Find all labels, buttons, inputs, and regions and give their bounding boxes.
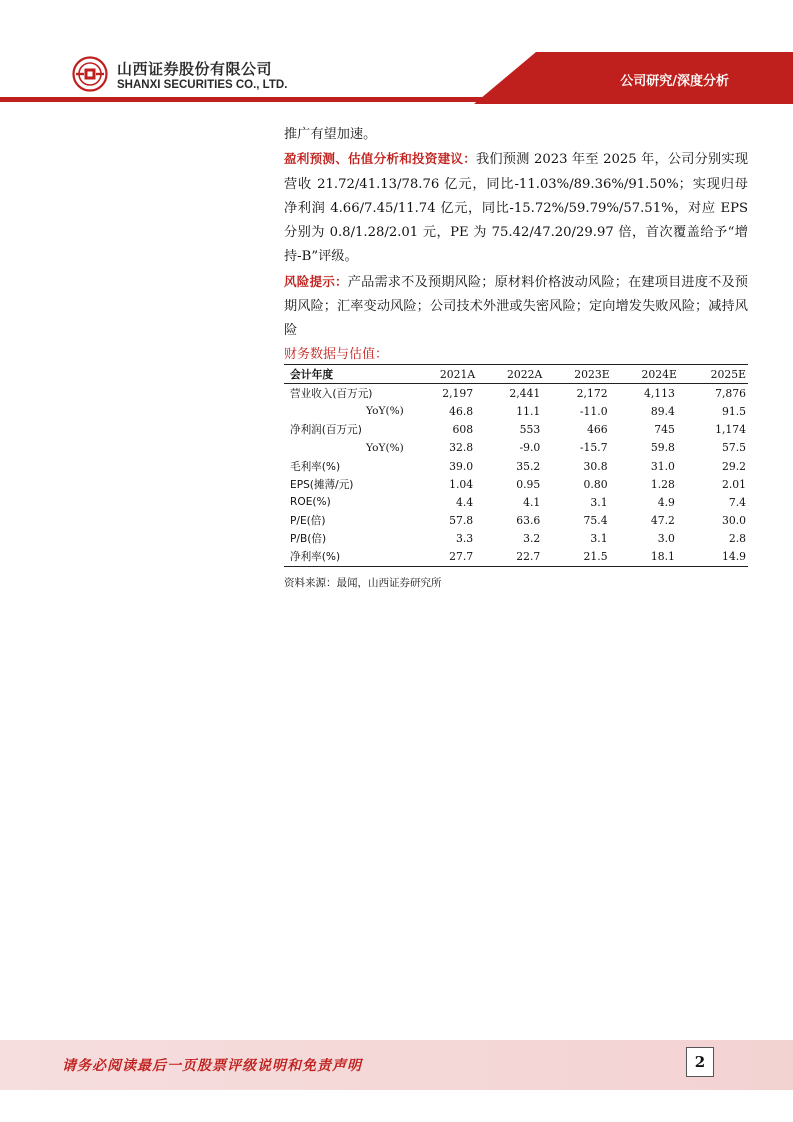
table-row bbox=[284, 475, 748, 493]
row-label: 净利率(%) bbox=[284, 548, 408, 567]
table-cell: 3.3 bbox=[455, 532, 474, 546]
table-cell: 39.0 bbox=[449, 459, 474, 473]
paragraph-1: 推广有望加速。 bbox=[284, 127, 377, 142]
page-number: 2 bbox=[686, 1047, 714, 1077]
row-label: 营业收入(百万元) bbox=[290, 387, 373, 400]
table-cell: 30.8 bbox=[583, 459, 608, 473]
row-label: EPS(摊薄/元) bbox=[290, 478, 354, 491]
company-logo-icon bbox=[72, 56, 108, 92]
table-row bbox=[284, 512, 748, 530]
table-cell: 7,876 bbox=[715, 386, 746, 400]
table-cell: 553 bbox=[519, 423, 541, 437]
row-label: P/E(倍) bbox=[290, 515, 326, 528]
report-body bbox=[284, 123, 748, 344]
year-header: 2025E bbox=[677, 365, 748, 384]
row-label: 净利润(百万元) bbox=[290, 424, 362, 437]
table-cell: 22.7 bbox=[475, 548, 542, 567]
table-cell: 18.1 bbox=[610, 548, 677, 567]
table-cell: 2,197 bbox=[442, 386, 474, 400]
table-cell: 1.28 bbox=[650, 477, 675, 491]
table-cell: 30.0 bbox=[721, 514, 746, 528]
table-row bbox=[284, 457, 748, 475]
table-cell: 4,113 bbox=[643, 386, 675, 400]
row-label: ROE(%) bbox=[290, 496, 331, 509]
company-name-cn: 山西证券股份有限公司 bbox=[117, 60, 273, 78]
disclaimer-text: 请务必阅读最后一页股票评级说明和免责声明 bbox=[62, 1058, 362, 1074]
table-cell: 2,441 bbox=[509, 386, 541, 400]
table-cell: 2,172 bbox=[576, 386, 608, 400]
table-row bbox=[284, 530, 748, 548]
table-cell: 75.4 bbox=[583, 514, 608, 528]
table-cell: 1,174 bbox=[715, 423, 746, 437]
table-row bbox=[284, 493, 748, 511]
table-row bbox=[284, 548, 748, 567]
forecast-heading: 盈利预测、估值分析和投资建议： bbox=[284, 151, 476, 167]
table-cell: 4.1 bbox=[523, 495, 541, 509]
page-footer bbox=[0, 1040, 793, 1090]
table-cell: 0.80 bbox=[583, 477, 608, 491]
row-label: YoY(%) bbox=[366, 405, 404, 418]
paragraph-forecast bbox=[284, 147, 748, 269]
table-cell: 1.04 bbox=[449, 477, 474, 491]
year-header: 2022A bbox=[475, 365, 542, 384]
company-name-en: SHANXI SECURITIES CO., LTD. bbox=[117, 79, 288, 91]
table-cell: 46.8 bbox=[449, 404, 474, 418]
table-row bbox=[284, 439, 748, 457]
year-header: 2021A bbox=[408, 365, 475, 384]
table-cell: 89.4 bbox=[650, 404, 675, 418]
table-row bbox=[284, 421, 748, 439]
table-cell: 745 bbox=[654, 423, 675, 437]
table-cell: 57.8 bbox=[449, 514, 474, 528]
table-source: 资料来源：最闻，山西证券研究所 bbox=[284, 577, 442, 589]
report-type-label: 公司研究/深度分析 bbox=[620, 74, 729, 89]
row-label: 毛利率(%) bbox=[290, 460, 341, 473]
year-header: 2024E bbox=[610, 365, 677, 384]
year-header: 2023E bbox=[542, 365, 609, 384]
table-cell: 11.1 bbox=[516, 404, 541, 418]
table-cell: 29.2 bbox=[721, 459, 746, 473]
row-label: YoY(%) bbox=[366, 441, 404, 454]
table-cell: 608 bbox=[452, 423, 474, 437]
table-row bbox=[284, 402, 748, 420]
page-header bbox=[0, 0, 793, 104]
table-cell: 91.5 bbox=[721, 404, 746, 418]
table-cell: -15.7 bbox=[579, 441, 608, 455]
financial-table bbox=[284, 364, 748, 567]
paragraph-risk bbox=[284, 270, 748, 344]
table-cell: 2.8 bbox=[728, 532, 746, 546]
table-cell: 27.7 bbox=[408, 548, 475, 567]
table-cell: 3.0 bbox=[657, 532, 675, 546]
table-cell: 21.5 bbox=[542, 548, 609, 567]
table-cell: 3.2 bbox=[523, 532, 541, 546]
table-cell: 4.9 bbox=[657, 495, 675, 509]
table-cell: 3.1 bbox=[590, 495, 608, 509]
risk-text: 产品需求不及预期风险；原材料价格波动风险；在建项目进度不及预期风险；汇率变动风险；公司技术外泄或失密风险；定向增发失败风险；减持风险 bbox=[284, 274, 748, 339]
header-label: 会计年度 bbox=[284, 365, 408, 384]
table-cell: 466 bbox=[586, 423, 608, 437]
table-cell: 4.4 bbox=[455, 495, 474, 509]
table-cell: -11.0 bbox=[579, 404, 608, 418]
table-cell: 32.8 bbox=[449, 441, 474, 455]
table-cell: 35.2 bbox=[516, 459, 541, 473]
table-cell: 0.95 bbox=[516, 477, 541, 491]
table-cell: 3.1 bbox=[590, 532, 608, 546]
row-label: P/B(倍) bbox=[290, 533, 327, 546]
table-cell: 2.01 bbox=[721, 477, 746, 491]
table-cell: 63.6 bbox=[516, 514, 541, 528]
forecast-text: 我们预测 2023 年至 2025 年，公司分别实现营收 21.72/41.13/78.76 亿元，同比-11.03%/89.36%/91.50%；实现归母净利润 4.66/7.45/11.74 亿元，同比-15.72%/59.79%/57.51%，对应 EPS 分别为 0.8/1.28/2.01 元，PE 为 75.42/47.20/29.97 倍，首次覆盖给予“增持-B”评级。 bbox=[284, 152, 749, 265]
table-cell: 59.8 bbox=[650, 441, 675, 455]
table-header-row bbox=[284, 365, 748, 384]
table-cell: 7.4 bbox=[728, 495, 746, 509]
table-cell: -9.0 bbox=[519, 441, 541, 455]
table-cell: 14.9 bbox=[677, 548, 748, 567]
table-cell: 47.2 bbox=[650, 514, 675, 528]
risk-heading: 风险提示： bbox=[284, 273, 348, 289]
table-title: 财务数据与估值： bbox=[284, 347, 389, 362]
table-cell: 57.5 bbox=[721, 441, 746, 455]
table-cell: 31.0 bbox=[650, 459, 675, 473]
table-row bbox=[284, 384, 748, 403]
